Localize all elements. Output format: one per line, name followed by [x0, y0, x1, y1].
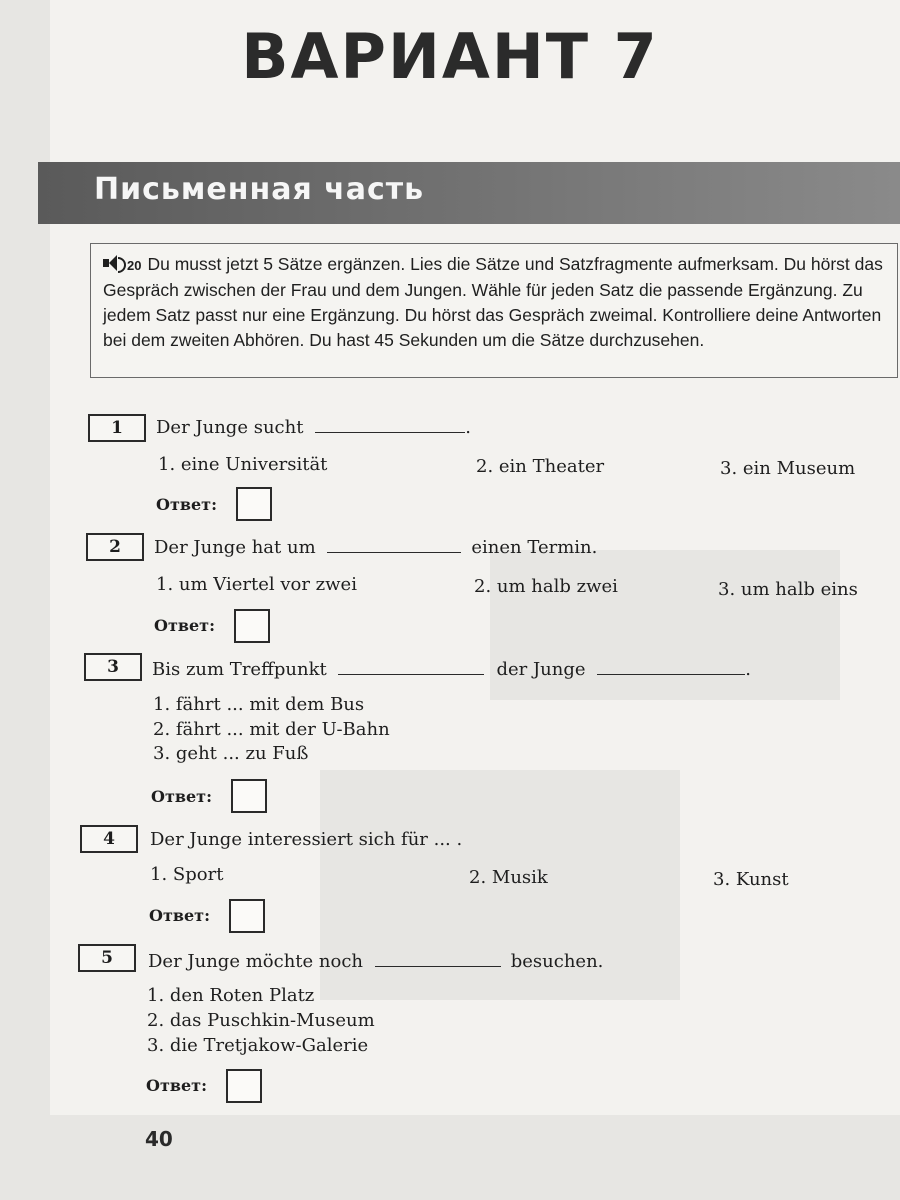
answer-box[interactable]: [229, 899, 265, 933]
question-number-box: 4: [80, 825, 138, 853]
section-banner: [38, 162, 900, 224]
question-text: Bis zum Treffpunkt der Junge .: [152, 659, 751, 680]
question-number-box: 1: [88, 414, 146, 442]
answer-box[interactable]: [226, 1069, 262, 1103]
question-text: Der Junge möchte noch besuchen.: [148, 951, 604, 972]
question-text: Der Junge hat um einen Termin.: [154, 537, 598, 558]
answer-label: Ответ:: [149, 906, 210, 925]
instruction-box: [90, 243, 898, 378]
answer-option: 3. um halb eins: [718, 579, 858, 600]
answer-option: 1. fährt ... mit dem Bus: [153, 694, 365, 715]
answer-option: 2. um halb zwei: [474, 576, 618, 597]
question-text: Der Junge sucht .: [156, 417, 471, 438]
page-number: 40: [145, 1127, 173, 1151]
answer-option: 1. den Roten Platz: [147, 985, 315, 1006]
answer-label: Ответ:: [146, 1076, 207, 1095]
answer-box[interactable]: [236, 487, 272, 521]
speaker-icon: [103, 254, 127, 272]
question-number-box: 2: [86, 533, 144, 561]
question-text: Der Junge interessiert sich für ... .: [150, 829, 463, 850]
answer-option: 2. das Puschkin-Museum: [147, 1010, 375, 1031]
section-title: Письменная часть: [94, 172, 425, 207]
answer-label: Ответ:: [151, 787, 212, 806]
answer-option: 2. ein Theater: [476, 456, 605, 477]
answer-label: Ответ:: [156, 495, 217, 514]
answer-option: 1. um Viertel vor zwei: [156, 574, 357, 595]
question-number-box: 3: [84, 653, 142, 681]
answer-option: 3. die Tretjakow-Galerie: [147, 1035, 369, 1056]
answer-box[interactable]: [234, 609, 270, 643]
answer-option: 3. Kunst: [713, 869, 789, 890]
answer-option: 1. eine Universität: [158, 454, 328, 475]
answer-label: Ответ:: [154, 616, 215, 635]
answer-option: 3. ein Museum: [720, 458, 856, 479]
answer-box[interactable]: [231, 779, 267, 813]
instruction-text: Du musst jetzt 5 Sätze ergänzen. Lies die Sätze und Satzfragmente aufmerksam. Du hörst das Gespräch zwischen der Frau und dem Jungen. Wähle für jeden Satz die passende Ergänzung. Zu jedem Satz passt nur eine Ergänzung. Du hörst das Gespräch zweimal. Kontrolliere deine Antworten bei dem zweiten Abhören. Du hast 45 Sekunden um die Sätze durchzusehen.: [103, 254, 883, 350]
answer-option: 3. geht ... zu Fuß: [153, 743, 309, 764]
answer-option: 2. Musik: [469, 867, 548, 888]
answer-option: 2. fährt ... mit der U-Bahn: [153, 719, 390, 740]
variant-title: ВАРИАНТ 7: [241, 20, 659, 93]
answer-option: 1. Sport: [150, 864, 224, 885]
question-number-box: 5: [78, 944, 136, 972]
task-number: 20: [127, 258, 142, 273]
